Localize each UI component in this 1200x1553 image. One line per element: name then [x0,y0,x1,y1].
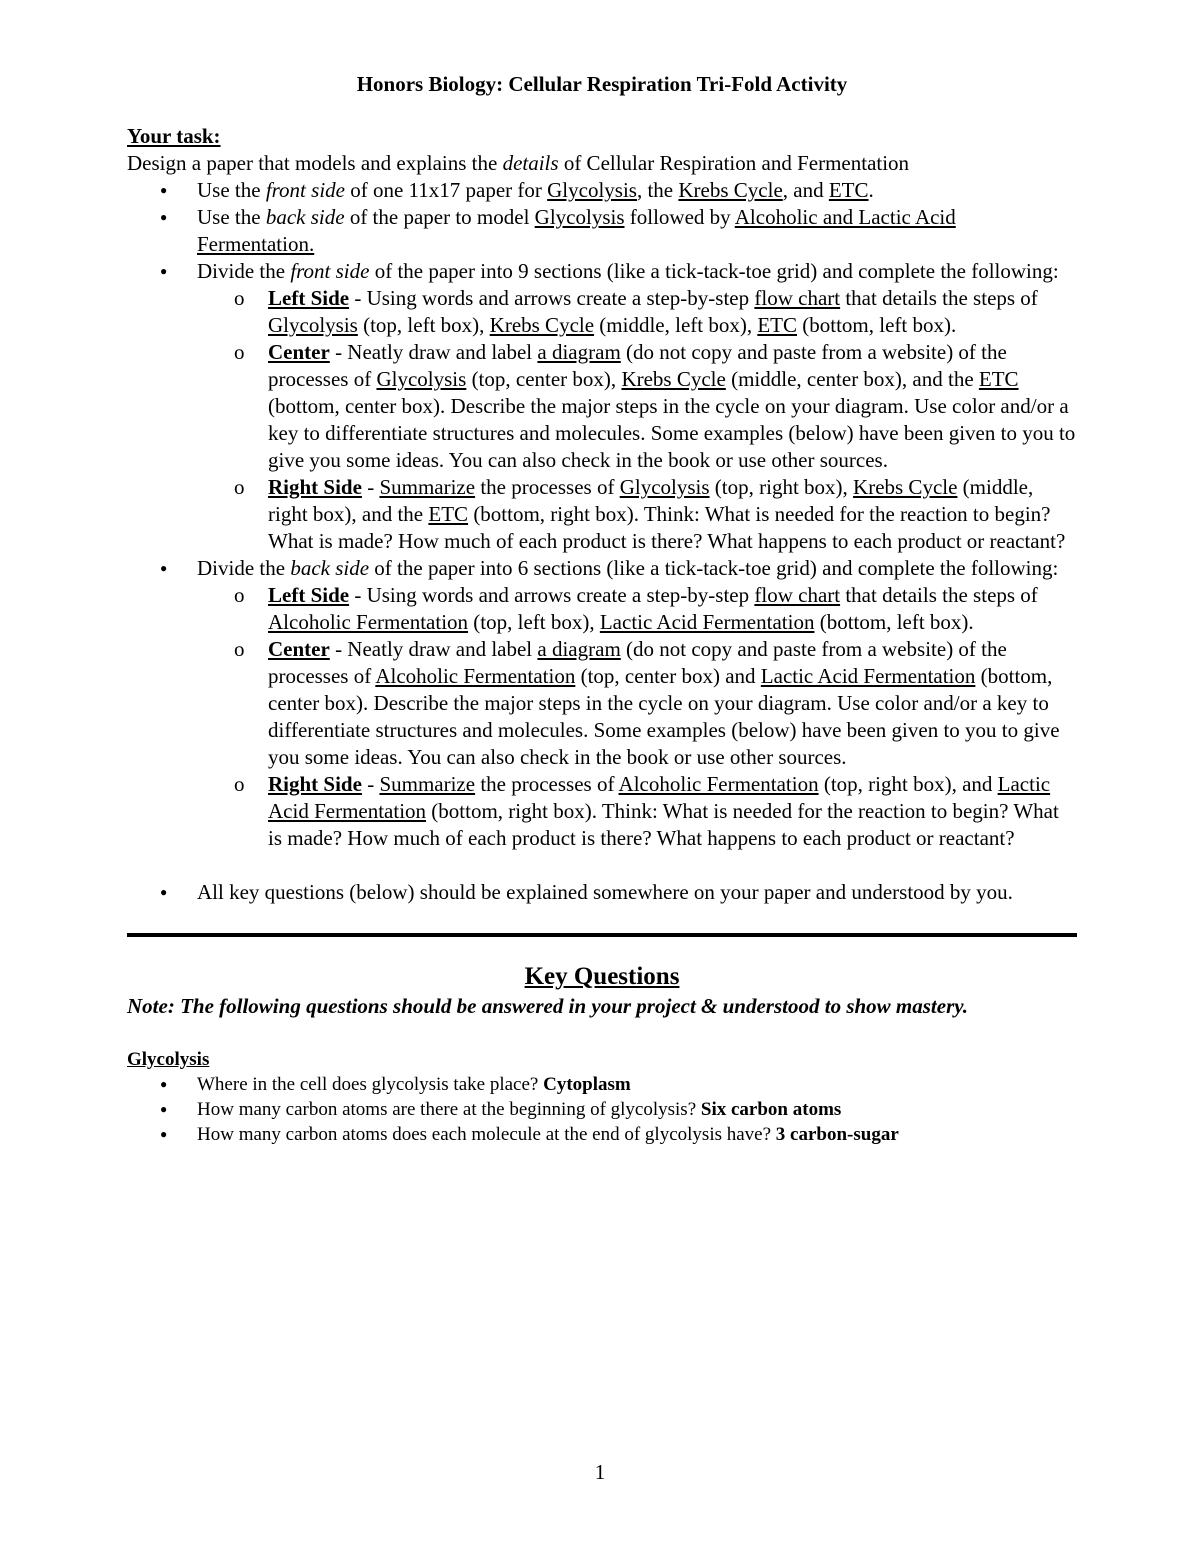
key-questions-note: Note: The following questions should be answered in your project & understood to show mastery. [127,994,969,1018]
list-item: o Center - Neatly draw and label a diagram (do not copy and paste from a website) of the processes of Alcoholic Fermentation (top, center box) and Lactic Acid Fermentation (bottom, center box). Describe the major steps in the cycle on your diagram. Use color and/or a key to differentiate structures and molecules. Some examples (below) have been given to you to give you some ideas. You can also check in the book or use other sources. [197,636,1077,771]
list-item: o Left Side - Using words and arrows create a step-by-step flow chart that details the steps of Alcoholic Fermentation (top, left box), Lactic Acid Fermentation (bottom, left box). [197,582,1077,636]
front-side-sections [197,285,1077,555]
glycolysis-questions [127,1072,1077,1147]
list-item: ● How many carbon atoms does each molecule at the end of glycolysis have? 3 carbon-sugar [127,1122,1077,1147]
back-side-sections [197,582,1077,852]
key-questions-title: Key Questions [524,963,680,990]
task-bullets [127,177,1077,852]
closing-bullets [127,879,1077,906]
list-item: ● Divide the back side of the paper into 6 sections (like a tick-tack-toe grid) and complete the following: o Left Side - Using words and arrows create a step-by-step flow chart that details the steps of Alcoholic Fermentation (top, left box), Lactic Acid Fermentation (bottom, left box). o Center - Neatly draw and label a diagram (do not copy and paste from a website) of the processes of Alcoholic Fermentation (top, center box) and Lactic Acid Fermentation (bottom, center box). Describe the major steps in the cycle on your diagram. Use color and/or a key to differentiate structures and molecules. Some examples (below) have been given to you to give you some ideas. You can also check in the book or use other sources. o Right Side - Summarize the processes of Alcoholic Fermentation (top, right box), and Lactic Acid Fermentation (bottom, right box). Think: What is needed for the reaction to begin? What is made? How much of each product is there? What happens to each product or reactant? [127,555,1077,852]
page-number: 1 [594,1460,606,1484]
list-item: ● All key questions (below) should be explained somewhere on your paper and understood by you. [127,879,1077,906]
section-divider [127,933,1077,937]
glycolysis-heading: Glycolysis [127,1049,210,1070]
task-heading: Your task: [127,124,221,148]
document-page [127,72,1077,1147]
list-item: ● Use the back side of the paper to model Glycolysis followed by Alcoholic and Lactic Acid Fermentation. [127,204,1077,258]
list-item: ● Use the front side of one 11x17 paper for Glycolysis, the Krebs Cycle, and ETC. [127,177,1077,204]
list-item: ● Where in the cell does glycolysis take place? Cytoplasm [127,1072,1077,1097]
task-intro: Design a paper that models and explains the details of Cellular Respiration and Fermentation [127,151,910,175]
list-item: o Center - Neatly draw and label a diagram (do not copy and paste from a website) of the processes of Glycolysis (top, center box), Krebs Cycle (middle, center box), and the ETC (bottom, center box). Describe the major steps in the cycle on your diagram. Use color and/or a key to differentiate structures and molecules. Some examples (below) have been given to you to give you some ideas. You can also check in the book or use other sources. [197,339,1077,474]
list-item: o Right Side - Summarize the processes of Glycolysis (top, right box), Krebs Cycle (middle, right box), and the ETC (bottom, right box). Think: What is needed for the reaction to begin? What is made? How much of each product is there? What happens to each product or reactant? [197,474,1077,555]
list-item: ● Divide the front side of the paper into 9 sections (like a tick-tack-toe grid) and complete the following: o Left Side - Using words and arrows create a step-by-step flow chart that details the steps of Glycolysis (top, left box), Krebs Cycle (middle, left box), ETC (bottom, left box). o Center - Neatly draw and label a diagram (do not copy and paste from a website) of the processes of Glycolysis (top, center box), Krebs Cycle (middle, center box), and the ETC (bottom, center box). Describe the major steps in the cycle on your diagram. Use color and/or a key to differentiate structures and molecules. Some examples (below) have been given to you to give you some ideas. You can also check in the book or use other sources. o Right Side - Summarize the processes of Glycolysis (top, right box), Krebs Cycle (middle, right box), and the ETC (bottom, right box). Think: What is needed for the reaction to begin? What is made? How much of each product is there? What happens to each product or reactant? [127,258,1077,555]
list-item: ● How many carbon atoms are there at the beginning of glycolysis? Six carbon atoms [127,1097,1077,1122]
list-item: o Left Side - Using words and arrows create a step-by-step flow chart that details the steps of Glycolysis (top, left box), Krebs Cycle (middle, left box), ETC (bottom, left box). [197,285,1077,339]
document-title: Honors Biology: Cellular Respiration Tri-Fold Activity [356,72,848,96]
list-item: o Right Side - Summarize the processes of Alcoholic Fermentation (top, right box), and Lactic Acid Fermentation (bottom, right box). Think: What is needed for the reaction to begin? What is made? How much of each product is there? What happens to each product or reactant? [197,771,1077,852]
